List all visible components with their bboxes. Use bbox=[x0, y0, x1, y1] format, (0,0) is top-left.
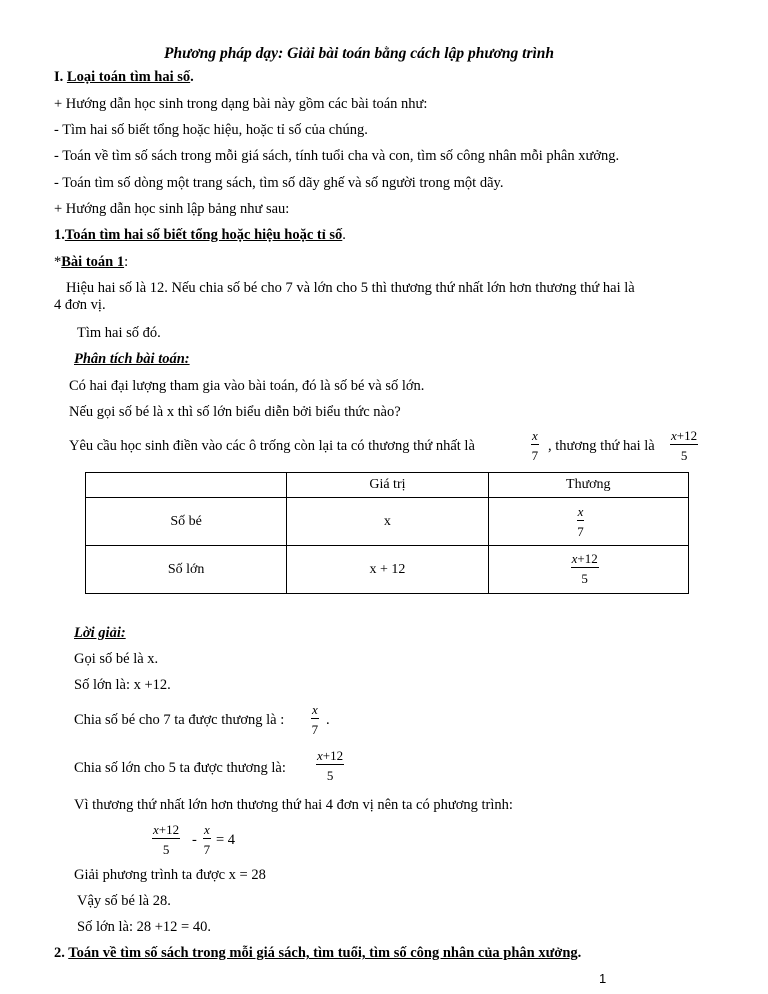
table-row bbox=[86, 498, 689, 546]
fraction-x-plus-12-over-5: $\frac{x+12}{5}$ bbox=[317, 748, 344, 783]
subsection-prefix: 1. bbox=[54, 227, 65, 243]
row-label: Số bé bbox=[86, 498, 287, 546]
solution-text: Số lớn là: x +12. bbox=[74, 677, 171, 693]
subsection-heading bbox=[54, 944, 581, 962]
subsection-suffix: . bbox=[342, 227, 346, 243]
problem-heading bbox=[54, 253, 128, 271]
subsection-title: Toán về tìm số sách trong mỗi giá sách, tìm tuổi, tìm số công nhân của phân xưởng bbox=[68, 945, 578, 961]
table-row bbox=[86, 546, 689, 594]
section-title: Loại toán tìm hai số bbox=[66, 69, 191, 85]
problem-text: Hiệu hai số là 12. Nếu chia số bé cho 7 và lớn cho 5 thì thương thứ nhất lớn hơn thương thứ hai là bbox=[66, 280, 635, 296]
problem-title: Bài toán 1 bbox=[61, 254, 125, 270]
fraction-x-plus-12-over-5: $\frac{x+12}{5}$ bbox=[153, 822, 180, 857]
solution-text: Vì thương thứ nhất lớn hơn thương thứ hai 4 đơn vị nên ta có phương trình: bbox=[74, 797, 513, 813]
solution-text: . bbox=[326, 712, 330, 728]
solution-text: Giải phương trình ta được x = 28 bbox=[74, 867, 266, 883]
row-quotient bbox=[488, 498, 688, 546]
analysis-text: Có hai đại lượng tham gia vào bài toán, đó là số bé và số lớn. bbox=[69, 378, 425, 394]
solution-text: Chia số lớn cho 5 ta được thương là: bbox=[74, 760, 286, 776]
fraction-x-over-7: $\frac{x}{7}$ bbox=[531, 428, 539, 463]
value-table bbox=[85, 472, 689, 594]
intro-line: + Hướng dẫn học sinh trong dạng bài này gồm các bài toán như: bbox=[54, 96, 428, 112]
intro-line: - Toán về tìm số sách trong mỗi giá sách, tính tuổi cha và con, tìm số công nhân mỗi phân xưởng. bbox=[54, 148, 620, 164]
problem-text: 4 đơn vị. bbox=[54, 297, 106, 313]
intro-line: + Hướng dẫn học sinh lập bảng như sau: bbox=[54, 201, 290, 217]
row-value: x + 12 bbox=[287, 546, 488, 594]
analysis-text: Yêu cầu học sinh điền vào các ô trống còn lại ta có thương thứ nhất là bbox=[69, 438, 475, 454]
row-label: Số lớn bbox=[86, 546, 287, 594]
section-prefix: I. bbox=[54, 69, 67, 85]
solution-text: Chia số bé cho 7 ta được thương là : bbox=[74, 712, 285, 728]
table-header-row bbox=[86, 473, 689, 498]
page-number: 1 bbox=[599, 971, 607, 986]
subsection-title: Toán tìm hai số biết tổng hoặc hiệu hoặc tỉ số bbox=[64, 227, 343, 243]
table-header-cell: Thương bbox=[488, 473, 688, 498]
fraction-x-plus-12-over-5: $\frac{x+12}{5}$ bbox=[671, 428, 698, 463]
fraction-x-over-7: $\frac{x}{7}$ bbox=[577, 504, 584, 539]
subsection-suffix: . bbox=[577, 945, 582, 961]
solution-heading: Lời giải: bbox=[74, 625, 126, 641]
fraction-x-plus-12-over-5: $\frac{x+12}{5}$ bbox=[571, 551, 598, 586]
analysis-heading: Phân tích bài toán: bbox=[74, 351, 190, 367]
subsection-prefix: 2. bbox=[54, 945, 69, 961]
page-title: Phương pháp dạy: Giải bài toán bằng cách lập phương trình bbox=[164, 45, 555, 62]
solution-text: Gọi số bé là x. bbox=[74, 651, 159, 667]
problem-text: Tìm hai số đó. bbox=[77, 325, 161, 341]
solution-text: Số lớn là: 28 +12 = 40. bbox=[77, 919, 211, 935]
table-header-cell: Giá trị bbox=[287, 473, 488, 498]
intro-line: - Tìm hai số biết tổng hoặc hiệu, hoặc tỉ số của chúng. bbox=[54, 122, 368, 138]
problem-prefix: * bbox=[54, 254, 62, 270]
equation-minus: - bbox=[192, 832, 197, 848]
analysis-text: Nếu gọi số bé là x thì số lớn biểu diễn bởi biểu thức nào? bbox=[69, 404, 401, 420]
subsection-heading bbox=[54, 226, 346, 244]
solution-text: Vậy số bé là 28. bbox=[77, 893, 171, 909]
problem-suffix: : bbox=[124, 254, 129, 270]
equation-rhs: = 4 bbox=[216, 832, 236, 848]
row-value: x bbox=[287, 498, 488, 546]
fraction-x-over-7: $\frac{x}{7}$ bbox=[203, 822, 211, 857]
table-header-cell bbox=[86, 473, 287, 498]
analysis-text: , thương thứ hai là bbox=[548, 438, 655, 454]
intro-line: - Toán tìm số dòng một trang sách, tìm số dãy ghế và số người trong một dãy. bbox=[54, 175, 504, 191]
section-heading bbox=[54, 68, 194, 86]
section-suffix: . bbox=[190, 69, 194, 85]
row-quotient bbox=[488, 546, 688, 594]
fraction-x-over-7: $\frac{x}{7}$ bbox=[311, 702, 319, 737]
